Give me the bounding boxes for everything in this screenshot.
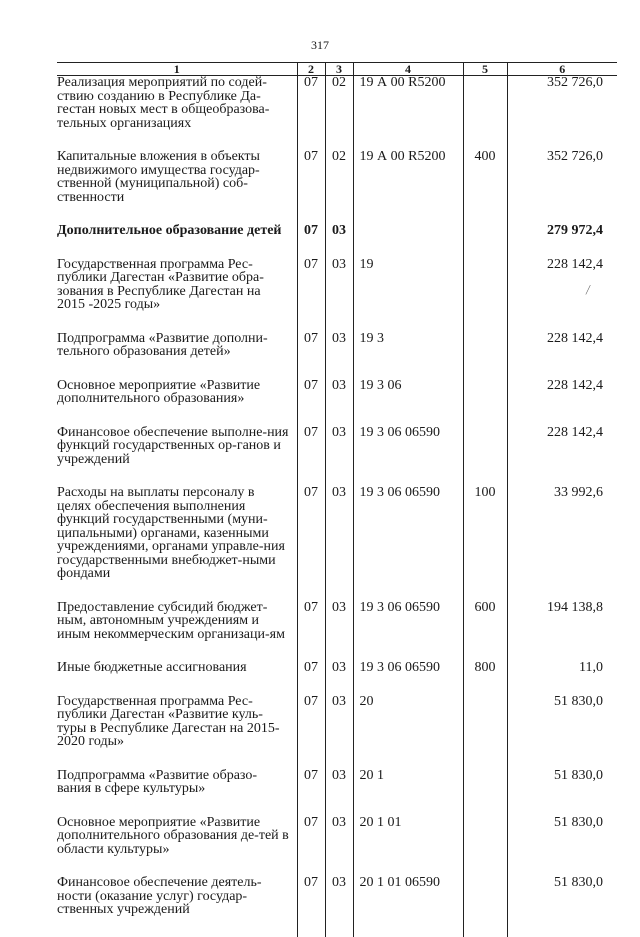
cell-target-article: 19 А 00 R5200 [353,76,463,151]
cell-name: Капитальные вложения в объекты недвижимого имущества государ-ственной (муниципальной) соб-ственности [57,149,260,205]
cell-section: 07 [297,876,325,937]
cell-section: 07 [297,379,325,426]
cell-expense-type: 600 [463,601,507,662]
cell-amount: 51 830,0 [507,769,617,816]
cell-target-article: 20 1 01 [353,816,463,877]
cell-section: 07 [297,695,325,769]
cell-target-article: 20 1 [353,769,463,816]
cell-expense-type [463,332,507,379]
cell-expense-type [463,816,507,877]
table-row [57,76,617,151]
cell-target-article: 19 3 [353,332,463,379]
cell-subsection: 03 [325,258,353,332]
cell-name: Расходы на выплаты персоналу в целях обеспечения выполнения функций государственными (муни-ципальными) органами, казенными учреждениями, органами управле-ния государственными внебюджет-ными фондами [57,485,285,581]
header-col-1: 1 [57,63,297,76]
cell-amount: 33 992,6 [507,486,617,601]
table-row [57,150,617,224]
table-row [57,486,617,601]
cell-subsection: 03 [325,486,353,601]
cell-amount: 51 830,0 [507,816,617,877]
cell-expense-type [463,224,507,258]
cell-section: 07 [297,661,325,695]
cell-expense-type [463,876,507,937]
cell-subsection: 03 [325,816,353,877]
cell-name: Дополнительное образование детей [57,223,282,238]
cell-section: 07 [297,426,325,487]
cell-section: 07 [297,258,325,332]
cell-amount: 11,0 [507,661,617,695]
header-col-6: 6 [507,63,617,76]
cell-amount: 352 726,0 [507,150,617,224]
header-col-3: 3 [325,63,353,76]
cell-target-article: 20 1 01 06590 [353,876,463,937]
header-col-5: 5 [463,63,507,76]
cell-expense-type [463,426,507,487]
cell-subsection: 03 [325,224,353,258]
cell-amount: 194 138,8 [507,601,617,662]
cell-name: Иные бюджетные ассигнования [57,660,247,675]
table-row [57,769,617,816]
cell-name: Государственная программа Рес-публики Дагестан «Развитие обра-зования в Республике Дагестан на 2015 -2025 годы» [57,256,264,312]
header-col-2: 2 [297,63,325,76]
cell-amount: 51 830,0 [507,876,617,937]
cell-section: 07 [297,486,325,601]
cell-name: Подпрограмма «Развитие дополни-тельного образования детей» [57,330,268,359]
header-col-4: 4 [353,63,463,76]
table-row [57,876,617,937]
cell-subsection: 03 [325,332,353,379]
cell-target-article [353,224,463,258]
cell-amount: 228 142,4 [507,258,617,332]
cell-section: 07 [297,76,325,151]
cell-section: 07 [297,769,325,816]
header-row [57,63,617,76]
cell-expense-type [463,695,507,769]
cell-section: 07 [297,332,325,379]
cell-subsection: 02 [325,150,353,224]
cell-subsection: 03 [325,695,353,769]
cell-target-article: 19 [353,258,463,332]
cell-amount: 51 830,0 [507,695,617,769]
cell-amount: 279 972,4 [507,224,617,258]
cell-name: Финансовое обеспечение деятель-ности (оказание услуг) государ-ственных учреждений [57,875,262,917]
table-row [57,695,617,769]
cell-subsection: 03 [325,876,353,937]
cell-expense-type [463,258,507,332]
table-row [57,816,617,877]
cell-subsection: 03 [325,426,353,487]
cell-expense-type [463,379,507,426]
cell-expense-type: 400 [463,150,507,224]
budget-table [57,62,617,937]
table-row [57,426,617,487]
table-row [57,224,617,258]
page-number: 317 [311,38,329,52]
cell-subsection: 03 [325,661,353,695]
cell-subsection: 03 [325,379,353,426]
cell-name: Финансовое обеспечение выполне-ния функций государственных ор-ганов и учреждений [57,424,289,467]
cell-target-article: 19 А 00 R5200 [353,150,463,224]
cell-target-article: 19 3 06 06590 [353,426,463,487]
table-row [57,661,617,695]
table-row [57,258,617,332]
cell-section: 07 [297,150,325,224]
cell-target-article: 19 3 06 06590 [353,601,463,662]
cell-name: Реализация мероприятий по содей-ствию созданию в Республике Да-гестан новых мест в общеобразова-тельных организациях [57,75,270,131]
cell-section: 07 [297,224,325,258]
table-row [57,601,617,662]
cell-amount: 228 142,4 [507,379,617,426]
cell-target-article: 19 3 06 [353,379,463,426]
table-row [57,379,617,426]
cell-section: 07 [297,816,325,877]
cell-target-article: 19 3 06 06590 [353,661,463,695]
handwritten-tick-mark: ⁄ [585,281,591,298]
table-row [57,332,617,379]
cell-name: Основное мероприятие «Развитие дополнительного образования» [57,377,261,406]
cell-target-article: 20 [353,695,463,769]
cell-section: 07 [297,601,325,662]
cell-amount: 228 142,4 [507,332,617,379]
cell-expense-type [463,76,507,151]
cell-subsection: 03 [325,769,353,816]
cell-amount: 352 726,0 [507,76,617,151]
cell-expense-type: 800 [463,661,507,695]
cell-amount: 228 142,4 [507,426,617,487]
cell-name: Государственная программа Рес-публики Дагестан «Развитие куль-туры в Республике Дагестан на 2015-2020 годы» [57,693,280,749]
cell-name: Предоставление субсидий бюджет-ным, автономным учреждениям и иным некоммерческим организаци-ям [57,599,285,642]
cell-subsection: 02 [325,76,353,151]
cell-subsection: 03 [325,601,353,662]
cell-target-article: 19 3 06 06590 [353,486,463,601]
cell-expense-type: 100 [463,486,507,601]
cell-expense-type [463,769,507,816]
cell-name: Основное мероприятие «Развитие дополнительного образования де-тей в области культуры» [57,814,289,857]
cell-name: Подпрограмма «Развитие образо-вания в сфере культуры» [57,767,258,796]
